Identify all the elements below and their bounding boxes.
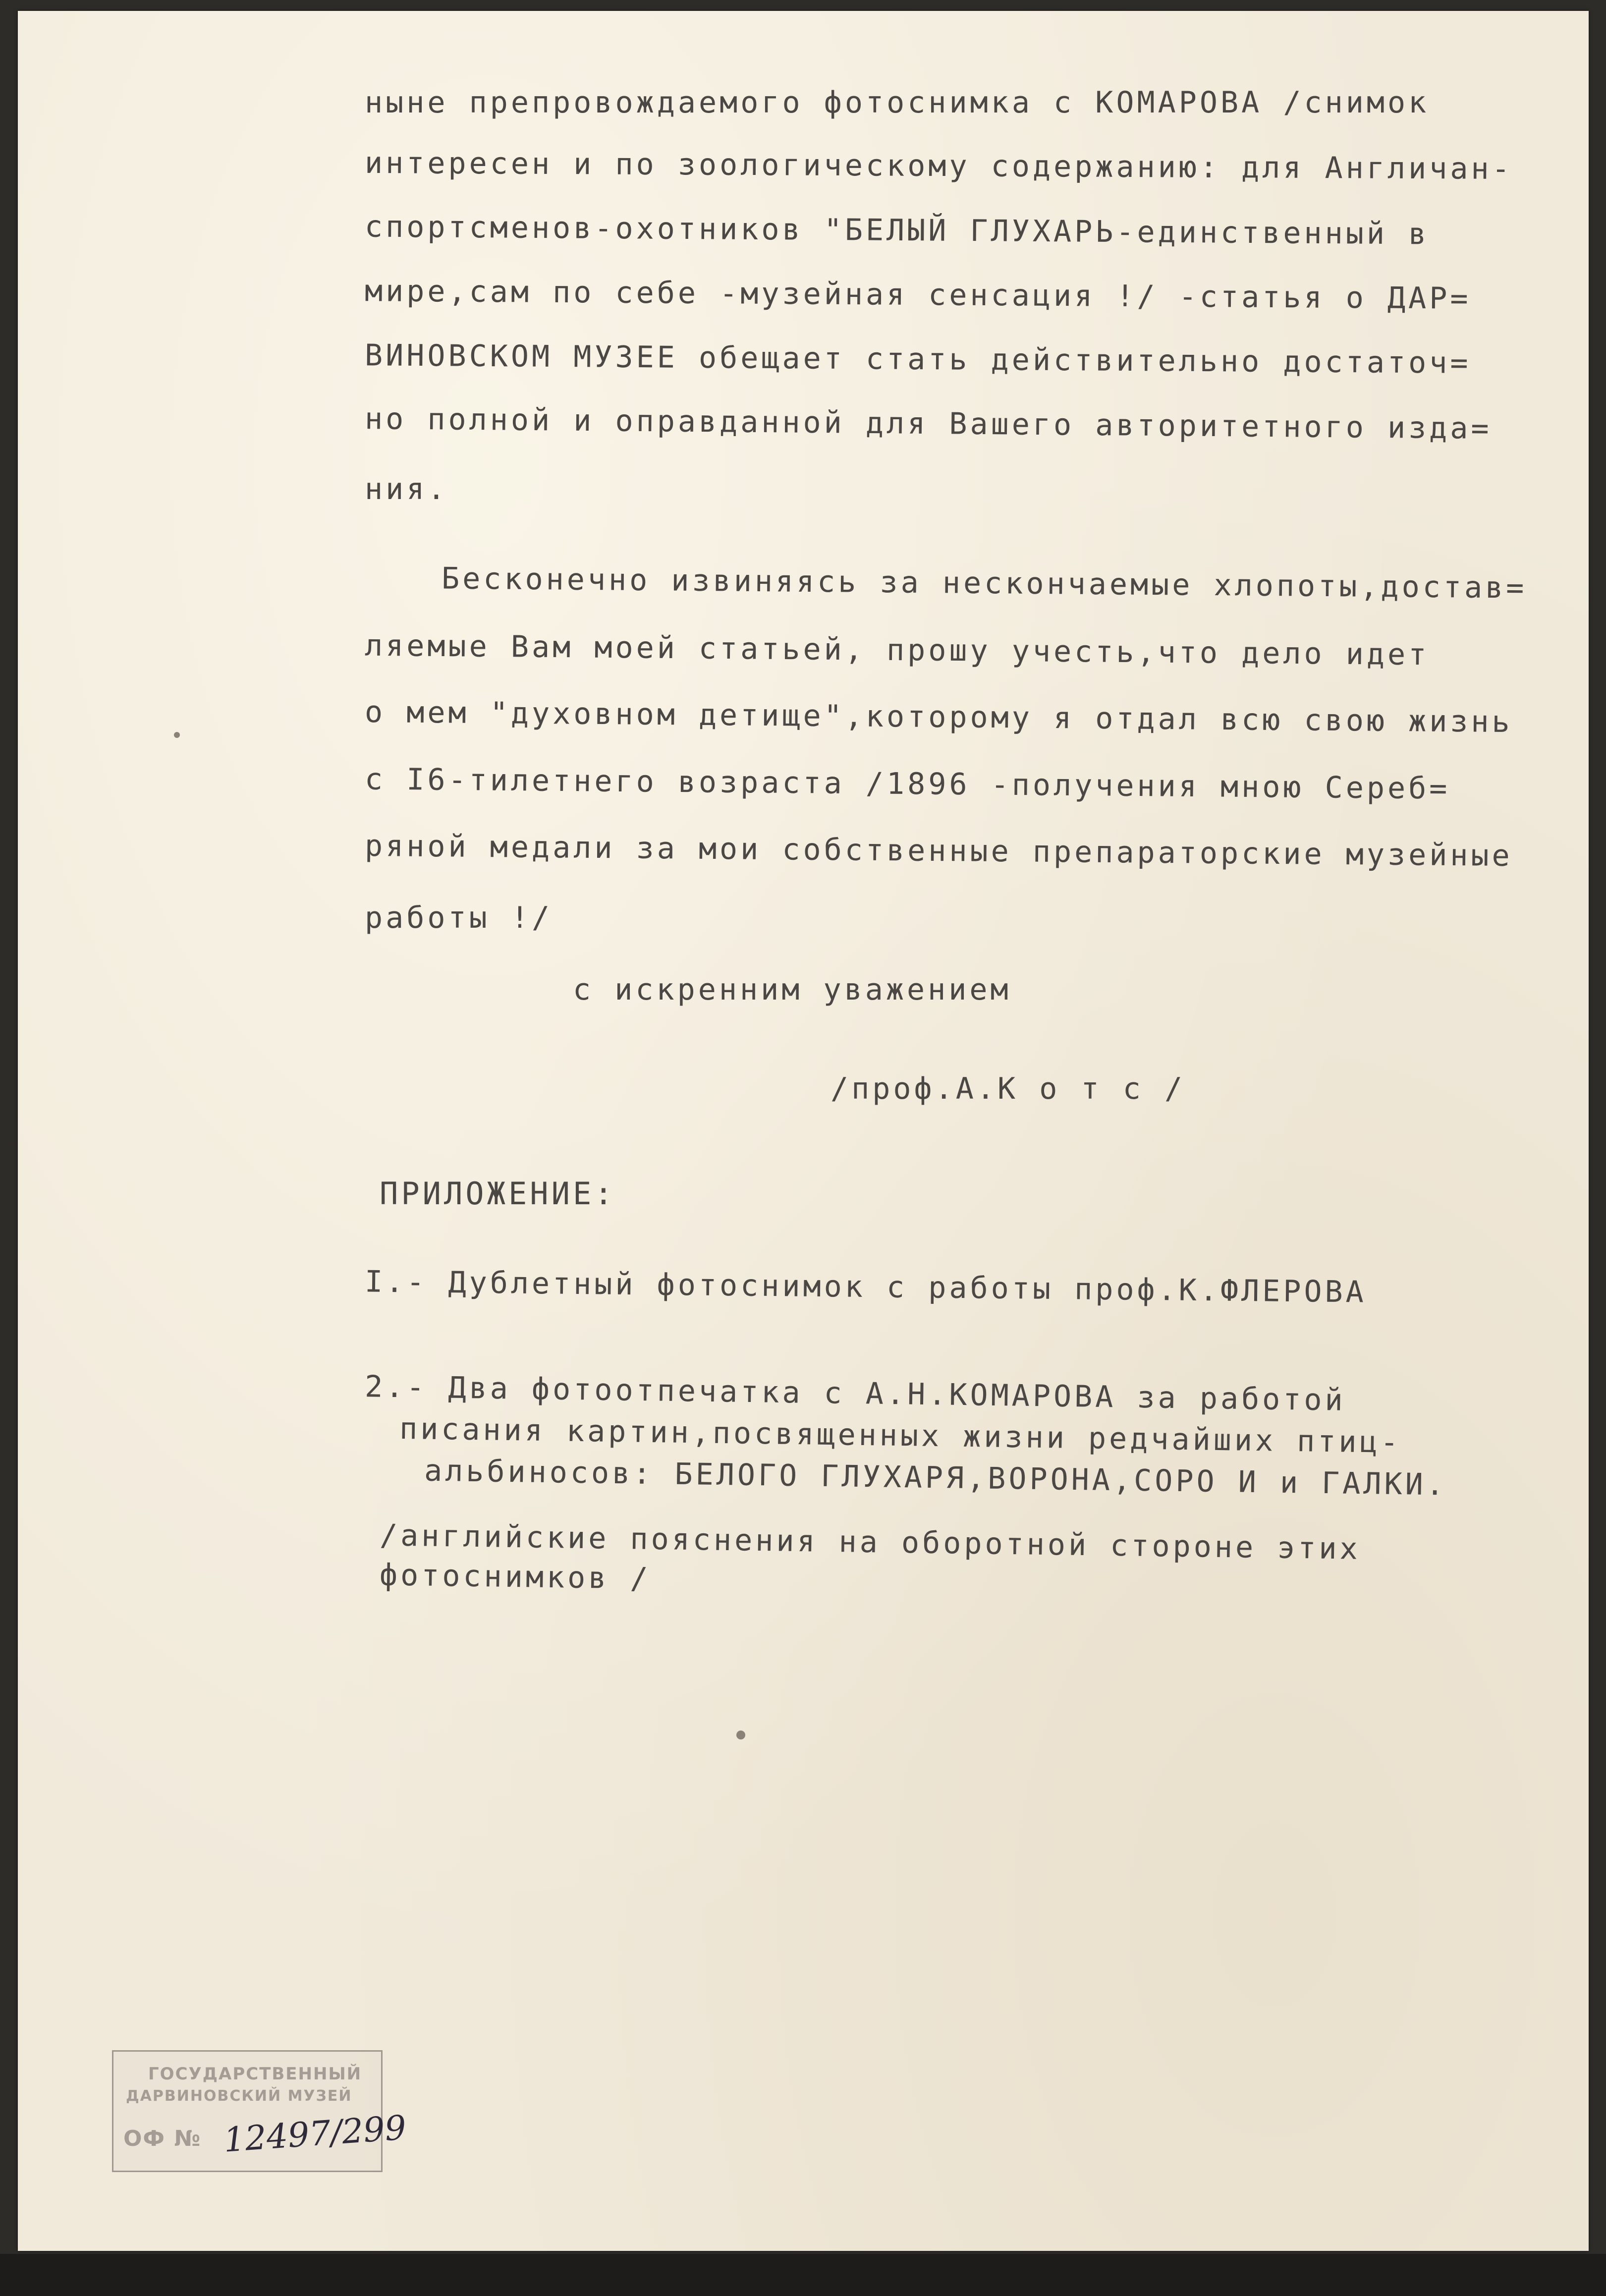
body-line: спортсменов-охотников "БЕЛЫЙ ГЛУХАРЬ-единственный в: [364, 209, 1430, 252]
body-line: работы !/: [365, 900, 553, 935]
paper-spot: [174, 732, 180, 738]
body-line: ВИНОВСКОМ МУЗЕЕ обещает стать действительно достаточ=: [364, 338, 1471, 381]
body-line: но полной и оправданной для Вашего авторитетного изда=: [364, 401, 1492, 446]
body-line: о мем "духовном детище",которому я отдал всю свою жизнь: [364, 694, 1513, 740]
appendix-item-2-line: альбиносов: БЕЛОГО ГЛУХАРЯ,ВОРОНА,СОРО И и ГАЛКИ.: [424, 1453, 1447, 1503]
scan-bottom-edge: [0, 2254, 1606, 2296]
body-line: ляемые Вам моей статьей, прошу учесть,что дело идет: [364, 628, 1430, 672]
closing-line: с искренним уважением: [573, 972, 1011, 1007]
appendix-note-line: /английские пояснения на оборотной стороне этих: [379, 1518, 1361, 1567]
appendix-item-2-line: 2.- Два фотоотпечатка с А.Н.КОМАРОВА за работой: [364, 1369, 1346, 1418]
appendix-title: ПРИЛОЖЕНИЕ:: [380, 1176, 616, 1212]
body-line: Бесконечно извиняясь за нескончаемые хлопоты,достав=: [441, 561, 1527, 606]
document-page: [18, 11, 1589, 2251]
body-line: мире,сам по себе -музейная сенсация !/ -статья о ДАР=: [364, 274, 1471, 316]
inventory-number: 12497/299: [222, 2108, 408, 2160]
stamp-line-2: ДАРВИНОВСКИЙ МУЗЕЙ: [126, 2087, 352, 2105]
body-line: интересен и по зоологическому содержанию: для Англичан-: [364, 145, 1513, 187]
stamp-line-1: ГОСУДАРСТВЕННЫЙ: [148, 2064, 362, 2084]
stamp-prefix: ОФ №: [123, 2126, 202, 2151]
body-line: с I6-тилетнего возраста /1896 -получения мною Сереб=: [364, 762, 1450, 806]
body-line: ряной медали за мои собственные препараторские музейные: [364, 828, 1513, 874]
appendix-item-2-line: писания картин,посвященных жизни редчайших птиц-: [399, 1411, 1402, 1460]
body-line: ныне препровождаемого фотоснимка с КОМАРОВА /снимок: [365, 85, 1430, 120]
signature: /проф.А.К о т с /: [831, 1071, 1186, 1106]
appendix-item-1: I.- Дублетный фотоснимок с работы проф.К.ФЛЕРОВА: [364, 1264, 1367, 1310]
letter-body: [365, 85, 1579, 977]
body-line: ния.: [365, 472, 448, 506]
appendix-note-line: фотоснимков /: [379, 1558, 652, 1596]
paper-spot: [736, 1731, 745, 1739]
